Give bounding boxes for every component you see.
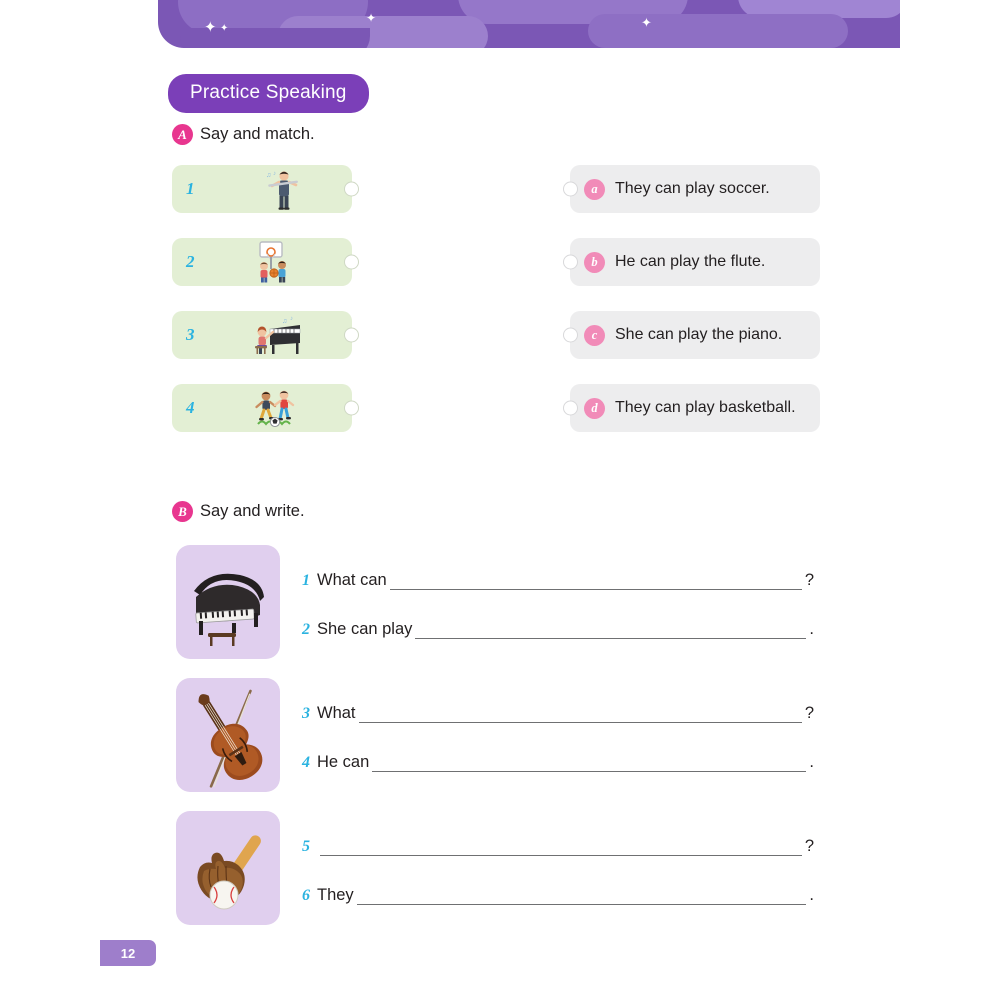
svg-text:♪: ♪ bbox=[273, 171, 276, 177]
write-row-3[interactable] bbox=[302, 697, 814, 723]
activity-b-instruction: Say and write. bbox=[200, 502, 305, 520]
option-text: He can play the flute. bbox=[615, 253, 766, 270]
row-ending: . bbox=[809, 886, 814, 904]
option-letter: b bbox=[584, 252, 605, 273]
match-left-item-3[interactable] bbox=[172, 311, 352, 359]
match-connector-dot[interactable] bbox=[344, 182, 359, 197]
match-right-item-b[interactable] bbox=[570, 238, 820, 286]
write-row-5[interactable] bbox=[302, 830, 814, 856]
match-connector-dot[interactable] bbox=[563, 401, 578, 416]
match-right-item-a[interactable] bbox=[570, 165, 820, 213]
kids-playing-basketball-image bbox=[218, 240, 338, 284]
row-prompt: They bbox=[317, 886, 354, 904]
match-right-item-d[interactable] bbox=[570, 384, 820, 432]
answer-blank[interactable] bbox=[320, 838, 802, 856]
answer-blank[interactable] bbox=[357, 887, 807, 905]
item-number: 3 bbox=[186, 325, 195, 344]
match-connector-dot[interactable] bbox=[563, 255, 578, 270]
decorative-header-band bbox=[158, 0, 900, 48]
picture-card-baseball bbox=[176, 811, 280, 925]
girl-playing-piano-image bbox=[218, 313, 338, 357]
row-number: 5 bbox=[302, 838, 310, 855]
row-number: 6 bbox=[302, 887, 310, 904]
activity-badge-b: B bbox=[172, 501, 193, 522]
row-prompt: What bbox=[317, 704, 356, 722]
option-text: She can play the piano. bbox=[615, 326, 783, 343]
kids-playing-soccer-image bbox=[218, 386, 338, 430]
row-number: 1 bbox=[302, 572, 310, 589]
band-blob bbox=[588, 14, 848, 48]
option-text: They can play soccer. bbox=[615, 180, 770, 197]
match-connector-dot[interactable] bbox=[344, 328, 359, 343]
match-connector-dot[interactable] bbox=[344, 401, 359, 416]
option-text: They can play basketball. bbox=[615, 399, 796, 416]
star-icon: ✦ bbox=[366, 11, 377, 25]
answer-blank[interactable] bbox=[359, 705, 802, 723]
answer-blank[interactable] bbox=[372, 754, 806, 772]
answer-blank[interactable] bbox=[415, 621, 806, 639]
match-right-item-c[interactable] bbox=[570, 311, 820, 359]
star-icon: ✦ bbox=[204, 19, 217, 36]
option-letter: c bbox=[584, 325, 605, 346]
match-connector-dot[interactable] bbox=[344, 255, 359, 270]
svg-text:♫: ♫ bbox=[282, 317, 288, 325]
item-number: 2 bbox=[186, 252, 195, 271]
row-number: 4 bbox=[302, 754, 310, 771]
activity-a-heading bbox=[172, 124, 315, 145]
row-prompt: He can bbox=[317, 753, 370, 771]
picture-card-violin bbox=[176, 678, 280, 792]
row-number: 2 bbox=[302, 621, 310, 638]
baseball-bat-glove-ball-image bbox=[176, 811, 280, 925]
star-icon: ✦ bbox=[641, 15, 652, 30]
picture-card-piano bbox=[176, 545, 280, 659]
write-row-1[interactable] bbox=[302, 564, 814, 590]
match-left-item-2[interactable] bbox=[172, 238, 352, 286]
star-icon: ✦ bbox=[220, 23, 229, 34]
row-ending: . bbox=[809, 753, 814, 771]
svg-text:♪: ♪ bbox=[290, 316, 293, 322]
match-connector-dot[interactable] bbox=[563, 328, 578, 343]
page-title: Practice Speaking bbox=[168, 74, 369, 113]
item-number: 4 bbox=[186, 398, 195, 417]
boy-playing-flute-image bbox=[218, 167, 338, 211]
item-number: 1 bbox=[186, 179, 195, 198]
row-prompt: She can play bbox=[317, 620, 413, 638]
option-letter: a bbox=[584, 179, 605, 200]
row-prompt: What can bbox=[317, 571, 387, 589]
grand-piano-image bbox=[176, 545, 280, 659]
write-row-4[interactable] bbox=[302, 746, 814, 772]
match-connector-dot[interactable] bbox=[563, 182, 578, 197]
match-left-item-1[interactable] bbox=[172, 165, 352, 213]
activity-a-instruction: Say and match. bbox=[200, 125, 315, 143]
row-ending: ? bbox=[804, 837, 814, 855]
write-row-6[interactable] bbox=[302, 879, 814, 905]
option-letter: d bbox=[584, 398, 605, 419]
row-ending: ? bbox=[804, 704, 814, 722]
answer-blank[interactable] bbox=[390, 572, 802, 590]
page-number: 12 bbox=[100, 940, 156, 966]
activity-badge-a: A bbox=[172, 124, 193, 145]
row-ending: . bbox=[809, 620, 814, 638]
activity-b-heading bbox=[172, 501, 305, 522]
row-ending: ? bbox=[804, 571, 814, 589]
row-number: 3 bbox=[302, 705, 310, 722]
match-left-item-4[interactable] bbox=[172, 384, 352, 432]
svg-text:♫: ♫ bbox=[266, 171, 272, 179]
violin-image bbox=[176, 678, 280, 792]
write-row-2[interactable] bbox=[302, 613, 814, 639]
